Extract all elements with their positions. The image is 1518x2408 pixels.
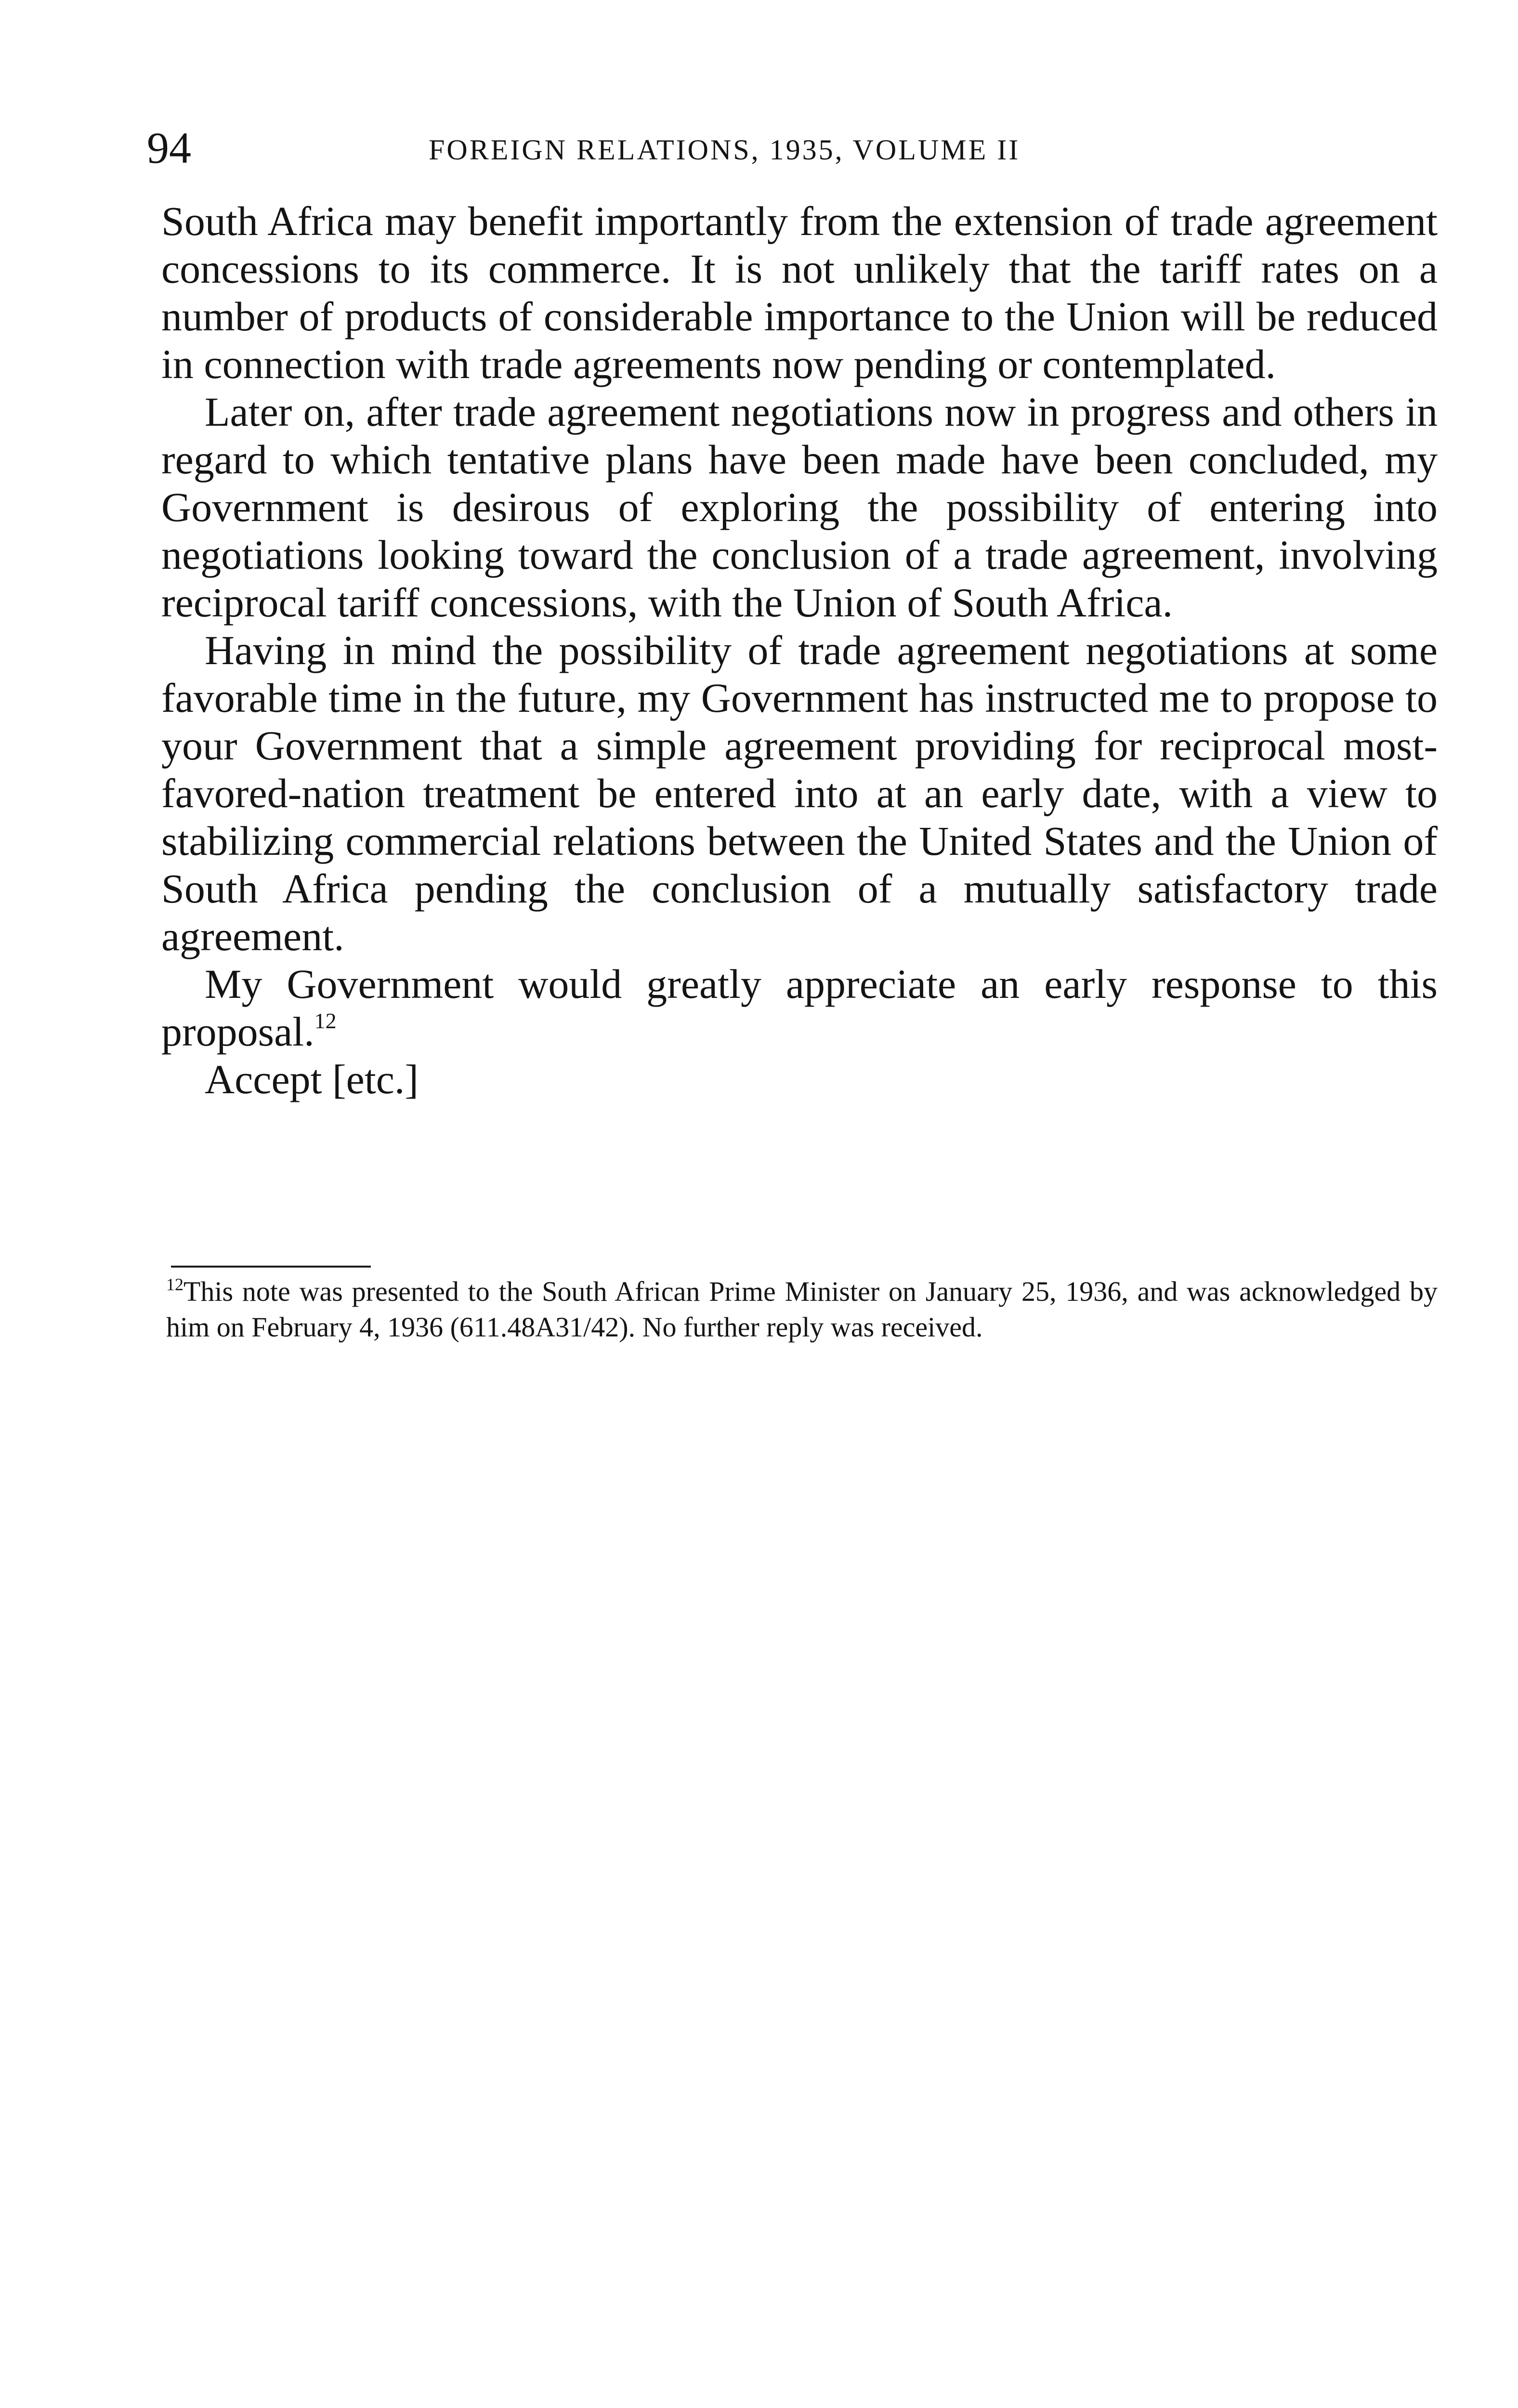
page-number: 94 xyxy=(147,123,191,172)
footnote-mark: 12 xyxy=(166,1275,183,1294)
footnote xyxy=(166,1274,1438,1345)
paragraph-4 xyxy=(161,960,1438,1056)
paragraph-1: South Africa may benefit importantly from the extension of trade agreement concessions to its commerce. It is not unlikely that the tariff rates on a number of products of considerable importance to the Union will be reduced in connection with trade agreements now pending or contemplated. xyxy=(161,198,1438,387)
footnote-paragraph xyxy=(166,1274,1438,1345)
page-header xyxy=(147,121,1447,174)
footnote-divider xyxy=(171,1266,371,1268)
closing-line: Accept [etc.] xyxy=(205,1056,419,1102)
paragraph-4-text: My Government would greatly appreciate an early response to this proposal. xyxy=(161,961,1438,1055)
body-text xyxy=(161,197,1438,1103)
footnote-reference: 12 xyxy=(314,1008,337,1033)
paragraph-2: Later on, after trade agreement negotiations now in progress and others in regard to which tentative plans have been made have been concluded, my Government is desirous of exploring the possibility of entering into negotiations looking toward the conclusion of a trade agreement, involving reciprocal tariff concessions, with the Union of South Africa. xyxy=(161,389,1438,626)
running-head: FOREIGN RELATIONS, 1935, VOLUME II xyxy=(429,134,1021,166)
footnote-text: This note was presented to the South African Prime Minister on January 25, 1936, and was acknowledged by him on February 4, 1936 (611.48A31/42). No further reply was received. xyxy=(166,1276,1438,1343)
paragraph-3: Having in mind the possibility of trade agreement negotiations at some favorable time in the future, my Government has instructed me to propose to your Government that a simple agreement providing for reciprocal most-favored-nation treatment be entered into at an early date, with a view to stabilizing commercial relations between the United States and the Union of South Africa pending the conclusion of a mutually satisfactory trade agreement. xyxy=(161,627,1438,959)
